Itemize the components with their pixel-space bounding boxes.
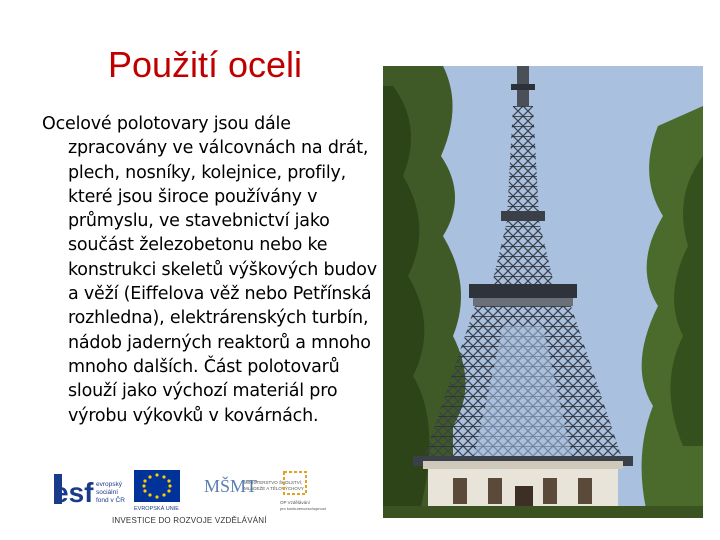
msmt-caption-1: MINISTERSTVO ŠKOLSTVÍ,: [244, 480, 303, 485]
esf-logo: [50, 468, 125, 512]
op-caption-2: pro konkurenceschopnost: [280, 506, 326, 511]
slide-title: Použití oceli: [107, 44, 303, 85]
msmt-caption-2: MLÁDEŽE A TĚLOVÝCHOVY: [244, 486, 304, 491]
op-logo: [280, 472, 327, 511]
esf-caption-1: evropský: [96, 481, 123, 488]
msmt-logo: [204, 475, 304, 496]
tower-photo: [383, 66, 703, 518]
esf-caption-3: fond v ČR: [96, 497, 125, 504]
footer-investment-text: INVESTICE DO ROZVOJE VZDĚLÁVÁNÍ: [112, 516, 267, 525]
eu-caption: EVROPSKÁ UNIE: [134, 506, 179, 512]
esf-logo-text: esf: [53, 477, 94, 508]
esf-caption-2: sociální: [96, 489, 119, 496]
tower-illustration: [383, 66, 703, 518]
op-caption-1: OP Vzdělávání: [280, 500, 310, 505]
msmt-logo-text: MŠMT: [204, 476, 258, 496]
eu-flag-logo: [134, 470, 180, 512]
slide-body-text: Ocelové polotovary jsou dále zpracovány ve válcovnách na drát, plech, nosníky, kolejnice, profily, které jsou široce používány v průmyslu, ve stavebnictví jako součást železobetonu nebo ke konstrukci skeletů výškových budov a věží (Eiffelova věž nebo Petřínská rozhledna), elektrárenských turbín, nádob jaderných reaktorů a mnoho mnoho dalších. Část polotovarů slouží jako výchozí materiál pro výrobu výkovků v kovárnách.: [42, 114, 377, 426]
